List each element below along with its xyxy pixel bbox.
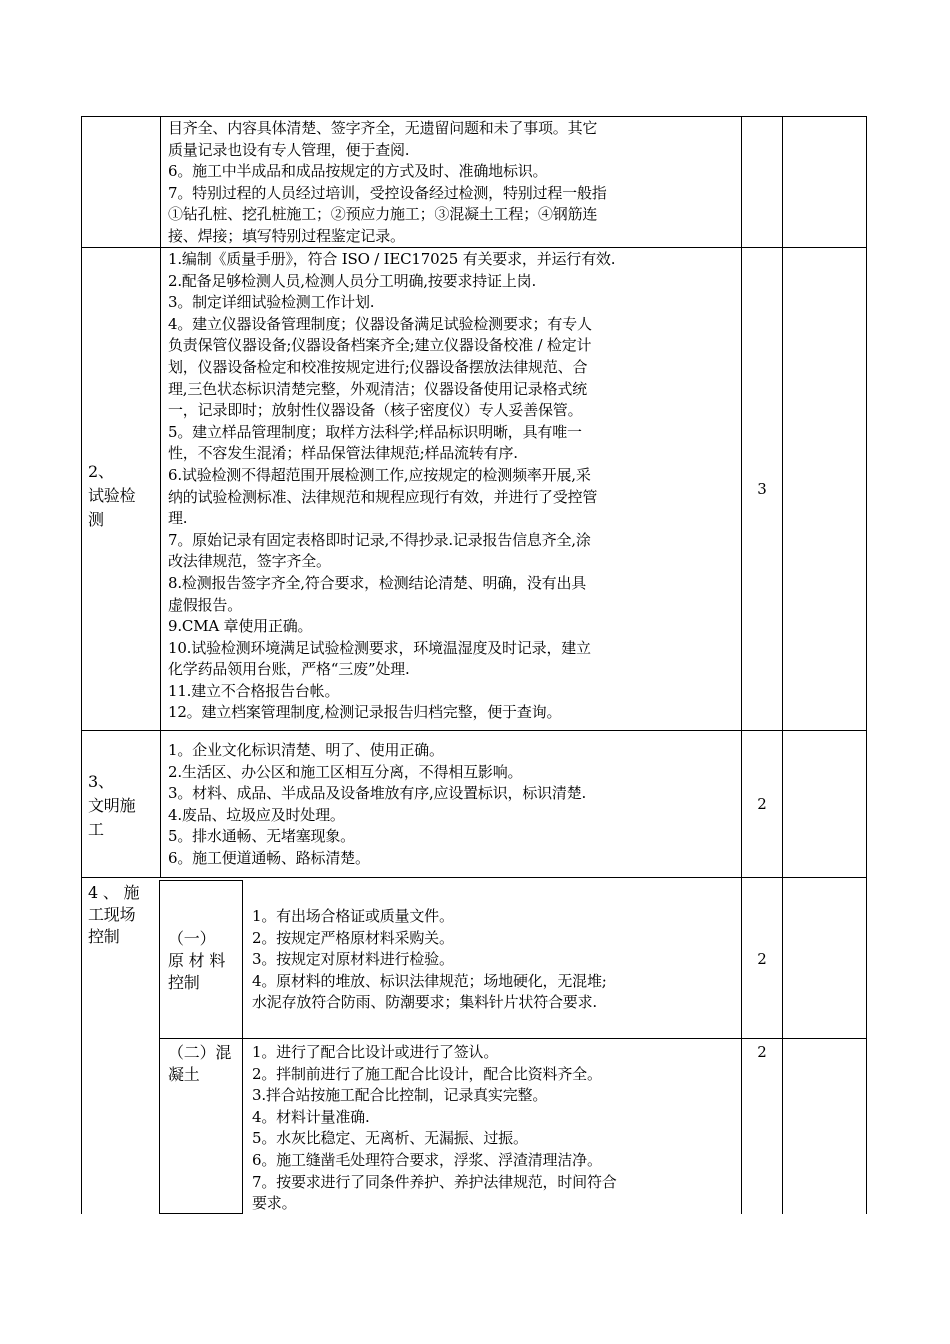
text-line: 8.检测报告签字齐全,符合要求，检测结论清楚、明确，没有出具	[168, 573, 587, 592]
text-line: 质量记录也设有专人管理，便于查阅.	[168, 140, 410, 159]
column-divider-category	[160, 116, 161, 878]
subrow-raw-materials-content	[252, 906, 740, 1018]
category-line: 工现场	[88, 905, 136, 924]
text-line: 负责保管仪器设备;仪器设备档案齐全;建立仪器设备校准 / 检定计	[168, 336, 592, 355]
row-civilized-score: 2	[757, 795, 767, 813]
text-line: 4.废品、垃圾应及时处理。	[168, 805, 345, 824]
text-line: 9.CMA 章使用正确。	[168, 617, 313, 636]
text-line: 6。施工中半成品和成品按规定的方式及时、准确地标识。	[168, 162, 548, 181]
text-line: 接、焊接；填写特别过程鉴定记录。	[168, 226, 405, 245]
text-line: 目齐全、内容具体清楚、签字齐全，无遗留问题和未了事项。其它	[168, 119, 598, 137]
text-line: 改法律规范，签字齐全。	[168, 552, 331, 571]
row-civilized-content	[168, 740, 740, 872]
text-line: 一，记录即时；放射性仪器设备（核子密度仪）专人妥善保管。	[168, 401, 583, 420]
row-civilized-category	[88, 770, 158, 840]
text-line: 4。材料计量准确.	[252, 1107, 370, 1126]
text-line: 5。排水通畅、无堵塞现象。	[168, 827, 355, 846]
subrow-concrete-score: 2	[757, 1043, 767, 1061]
table-row-divider	[81, 247, 867, 248]
table-border-right	[866, 116, 867, 1214]
text-line: 1。有出场合格证或质量文件。	[252, 907, 454, 925]
text-line: 6.试验检测不得超范围开展检测工作,应按规定的检测频率开展,采	[168, 465, 591, 484]
column-divider-score	[741, 116, 742, 1214]
subrow-concrete-label	[168, 1042, 240, 1092]
text-line: 1。进行了配合比设计或进行了签认。	[252, 1043, 499, 1061]
text-line: 理.	[168, 509, 188, 528]
text-line: 5。水灰比稳定、无离析、无漏振、过振。	[252, 1129, 528, 1148]
subtable-label-divider	[242, 880, 243, 1214]
text-line: ①钻孔桩、挖孔桩施工；②预应力施工；③混凝土工程；④钢筋连	[168, 205, 598, 224]
text-line: 3。按规定对原材料进行检验。	[252, 950, 454, 969]
table-row-divider	[81, 877, 867, 878]
subrow-raw-materials-label	[168, 928, 240, 998]
row-site-control-category	[88, 882, 158, 952]
text-line: 性，不容发生混淆；样品保管法律规范;样品流转有序.	[168, 444, 518, 463]
category-line: 3、	[88, 772, 114, 791]
text-line: 3。制定详细试验检测工作计划.	[168, 293, 375, 312]
subrow-divider	[160, 1038, 867, 1039]
column-divider-remark	[782, 116, 783, 1214]
text-line: 化学药品领用台账，严格“三废”处理.	[168, 660, 410, 679]
text-line: 4。原材料的堆放、标识法律规范；场地硬化，无混堆;	[252, 971, 607, 990]
label-line: 控制	[168, 973, 200, 992]
subtable-border-left	[159, 880, 160, 1214]
table-border-left	[81, 116, 82, 1214]
text-line: 4。建立仪器设备管理制度；仪器设备满足试验检测要求；有专人	[168, 314, 592, 333]
text-line: 3。材料、成品、半成品及设备堆放有序,应设置标识，标识清楚.	[168, 784, 587, 803]
category-line: 试验检	[88, 486, 136, 505]
text-line: 3.拌合站按施工配合比控制，记录真实完整。	[252, 1086, 548, 1105]
text-line: 划，仪器设备检定和校准按规定进行;仪器设备摆放法律规范、合	[168, 357, 588, 376]
table-row-divider	[81, 730, 867, 731]
subtable-border-top	[159, 880, 243, 881]
text-line: 2.生活区、办公区和施工区相互分离，不得相互影响。	[168, 762, 523, 781]
row-testing-score: 3	[757, 480, 767, 498]
text-line: 要求。	[252, 1194, 297, 1213]
text-line: 7。原始记录有固定表格即时记录,不得抄录.记录报告信息齐全,涂	[168, 530, 591, 549]
text-line: 7。特别过程的人员经过培训，受控设备经过检测，特别过程一般指	[168, 183, 607, 202]
subrow-raw-materials-score: 2	[757, 950, 767, 968]
category-line: 控制	[88, 927, 120, 946]
text-line: 10.试验检测环境满足试验检测要求，环境温湿度及时记录，建立	[168, 638, 591, 657]
text-line: 纳的试验检测标准、法律规范和规程应现行有效，并进行了受控管	[168, 487, 598, 506]
text-line: 5。建立样品管理制度；取样方法科学;样品标识明晰，具有唯一	[168, 422, 582, 441]
category-line: 测	[88, 510, 104, 529]
text-line: 理,三色状态标识清楚完整，外观清洁；仪器设备使用记录格式统	[168, 379, 587, 398]
text-line: 虚假报告。	[168, 595, 243, 614]
text-line: 11.建立不合格报告台帐。	[168, 681, 340, 700]
text-line: 1。企业文化标识清楚、明了、使用正确。	[168, 741, 444, 759]
text-line: 6。施工缝凿毛处理符合要求，浮浆、浮渣清理洁净。	[252, 1150, 602, 1169]
category-line: 2、	[88, 462, 114, 481]
text-line: 2。按规定严格原材料采购关。	[252, 928, 454, 947]
label-line: 凝土	[168, 1065, 200, 1084]
subtable-label-bottom	[159, 1213, 243, 1214]
row-testing-content	[168, 249, 740, 729]
subrow-concrete-content	[252, 1042, 740, 1214]
text-line: 2.配备足够检测人员,检测人员分工明确,按要求持证上岗.	[168, 271, 537, 290]
text-line: 2。拌制前进行了施工配合比设计，配合比资料齐全。	[252, 1064, 602, 1083]
category-line: 4 、 施	[88, 883, 140, 902]
row-continued-content	[168, 118, 740, 246]
category-line: 工	[88, 820, 104, 839]
table-border-top	[81, 116, 867, 117]
label-line: 原 材 料	[168, 951, 226, 970]
category-line: 文明施	[88, 796, 136, 815]
label-line: （一）	[168, 929, 216, 948]
text-line: 7。按要求进行了同条件养护、养护法律规范，时间符合	[252, 1172, 617, 1191]
text-line: 1.编制《质量手册》，符合 ISO / IEC17025 有关要求，并运行有效.	[168, 250, 616, 268]
text-line: 12。建立档案管理制度,检测记录报告归档完整，便于查询。	[168, 703, 562, 722]
text-line: 6。施工便道通畅、路标清楚。	[168, 848, 370, 867]
text-line: 水泥存放符合防雨、防潮要求；集料针片状符合要求.	[252, 993, 597, 1012]
row-testing-category	[88, 460, 158, 530]
label-line: （二）混	[168, 1043, 232, 1062]
